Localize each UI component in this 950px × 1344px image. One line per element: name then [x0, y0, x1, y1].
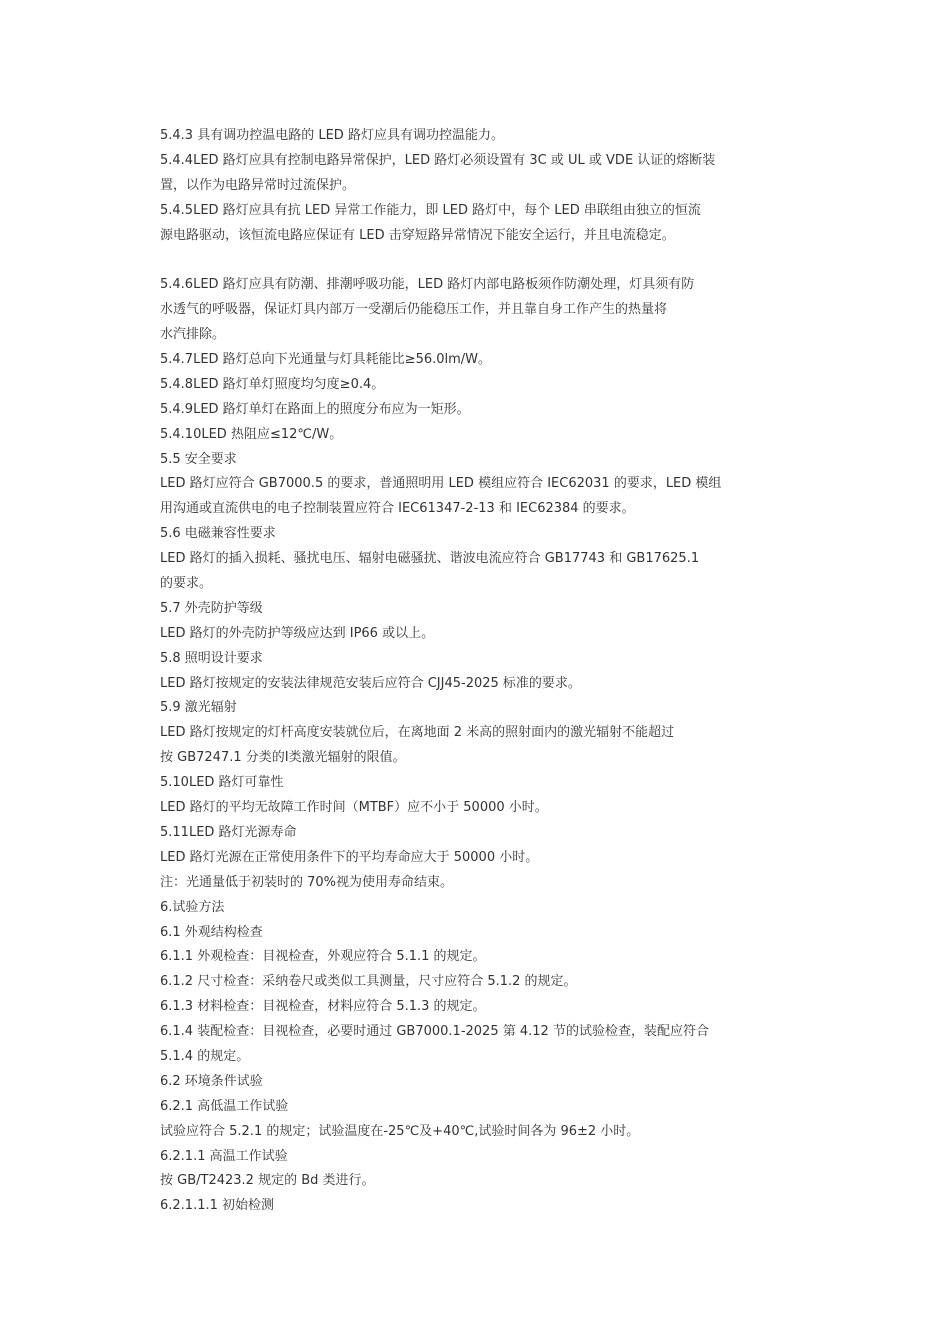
text-line: 5.1.4 的规定。 [160, 1048, 250, 1064]
text-line: 6.1.4 装配检查：目视检查，必要时通过 GB7000.1-2025 第 4.12 节的试验检查，装配应符合 [160, 1024, 709, 1040]
section-heading: 6.试验方法 [160, 899, 225, 915]
text-line: LED 路灯光源在正常使用条件下的平均寿命应大于 50000 小时。 [160, 849, 539, 865]
text-line: LED 路灯应符合 GB7000.5 的要求，普通照明用 LED 模组应符合 IEC62031 的要求，LED 模组 [160, 476, 722, 492]
text-line: 源电路驱动，该恒流电路应保证有 LED 击穿短路异常情况下能安全运行，并且电流稳定。 [160, 227, 675, 243]
text-line: 按 GB/T2423.2 规定的 Bd 类进行。 [160, 1173, 375, 1189]
text-line: 6.1.3 材料检查：目视检查，材料应符合 5.1.3 的规定。 [160, 999, 486, 1015]
text-line: 5.4.7LED 路灯总向下光通量与灯具耗能比≥56.0lm/W。 [160, 352, 492, 368]
text-line: 用沟通或直流供电的电子控制装置应符合 IEC61347-2-13 和 IEC62384 的要求。 [160, 501, 635, 517]
section-heading: 6.2.1.1 高温工作试验 [160, 1148, 288, 1164]
text-line: LED 路灯的平均无故障工作时间（MTBF）应不小于 50000 小时。 [160, 800, 548, 816]
section-heading: 5.9 激光辐射 [160, 700, 237, 716]
text-line: 6.1.2 尺寸检查：采纳卷尺或类似工具测量，尺寸应符合 5.1.2 的规定。 [160, 974, 577, 990]
text-line: 5.4.10LED 热阻应≤12℃/W。 [160, 426, 343, 442]
section-heading: 6.2 环境条件试验 [160, 1073, 263, 1089]
text-line: 按 GB7247.1 分类的Ⅰ类激光辐射的限值。 [160, 750, 406, 766]
section-heading: 6.2.1 高低温工作试验 [160, 1098, 289, 1114]
text-line: LED 路灯的插入损耗、骚扰电压、辐射电磁骚扰、谐波电流应符合 GB17743 和 GB17625.1 [160, 551, 700, 567]
section-heading: 5.8 照明设计要求 [160, 650, 263, 666]
text-line: 的要求。 [160, 576, 213, 592]
section-heading: 5.5 安全要求 [160, 451, 237, 467]
text-line: 5.4.8LED 路灯单灯照度均匀度≥0.4。 [160, 376, 385, 392]
text-line: 水汽排除。 [160, 327, 226, 343]
section-heading: 6.1 外观结构检查 [160, 924, 263, 940]
text-line: 5.4.9LED 路灯单灯在路面上的照度分布应为一矩形。 [160, 401, 470, 417]
text-line: 5.4.6LED 路灯应具有防潮、排潮呼吸功能，LED 路灯内部电路板须作防潮处理，灯具须有防 [160, 277, 695, 293]
text-line: LED 路灯按规定的灯杆高度安装就位后，在离地面 2 米高的照射面内的激光辐射不能超过 [160, 725, 675, 741]
text-line: 水透气的呼吸器，保证灯具内部万一受潮后仍能稳压工作，并且靠自身工作产生的热量将 [160, 302, 668, 318]
section-heading: 6.2.1.1.1 初始检测 [160, 1198, 275, 1214]
text-line: 6.1.1 外观检查：目视检查，外观应符合 5.1.1 的规定。 [160, 949, 486, 965]
blank-line [160, 248, 780, 273]
text-line: 5.4.5LED 路灯应具有抗 LED 异常工作能力，即 LED 路灯中，每个 LED 串联组由独立的恒流 [160, 202, 701, 218]
text-line: LED 路灯按规定的安装法律规范安装后应符合 CJJ45-2025 标准的要求。 [160, 675, 581, 691]
text-line: 5.4.4LED 路灯应具有控制电路异常保护，LED 路灯必须设置有 3C 或 UL 或 VDE 认证的熔断装 [160, 152, 716, 168]
section-heading: 5.11LED 路灯光源寿命 [160, 824, 297, 840]
text-line: 5.4.3 具有调功控温电路的 LED 路灯应具有调功控温能力。 [160, 128, 504, 143]
text-line: 置，以作为电路异常时过流保护。 [160, 177, 356, 193]
text-line: 试验应符合 5.2.1 的规定；试验温度在-25℃及+40℃,试验时间各为 96±2 小时。 [160, 1123, 640, 1139]
document-body [160, 124, 780, 1219]
section-heading: 5.6 电磁兼容性要求 [160, 526, 276, 542]
section-heading: 5.7 外壳防护等级 [160, 600, 263, 616]
section-heading: 5.10LED 路灯可靠性 [160, 775, 284, 791]
note-line: 注：光通量低于初装时的 70%视为使用寿命结束。 [160, 874, 454, 890]
text-line: LED 路灯的外壳防护等级应达到 IP66 或以上。 [160, 625, 435, 641]
